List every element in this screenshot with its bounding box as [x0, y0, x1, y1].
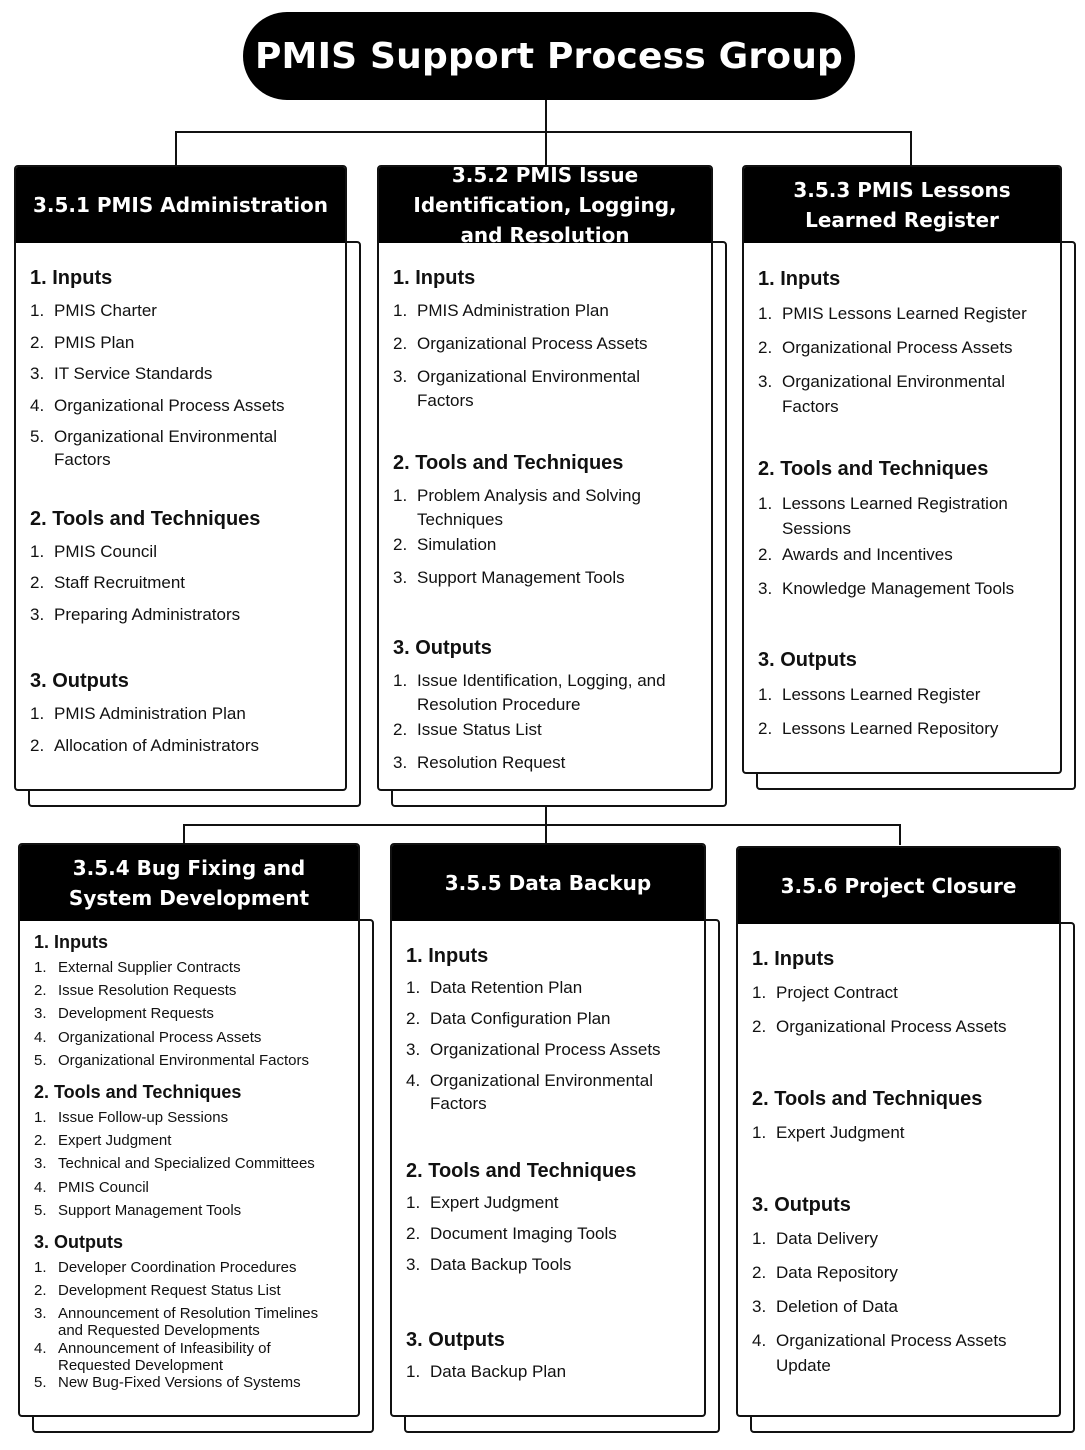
- list-item-text: Development Request Status List: [58, 1282, 281, 1300]
- list-item-number: 1.: [752, 983, 767, 1002]
- list-item: [758, 369, 1046, 419]
- section-title: 2. Tools and Techniques: [758, 458, 989, 481]
- list-item-text: Data Repository: [776, 1263, 898, 1282]
- list-item-number: 1.: [406, 1192, 421, 1212]
- item-list: [393, 669, 697, 784]
- card-frame: [390, 843, 706, 1417]
- list-item: [30, 734, 331, 766]
- section-tools-and-techniques: [758, 453, 1046, 609]
- list-item-number: 1.: [758, 304, 773, 323]
- list-item-text: Deletion of Data: [776, 1297, 898, 1316]
- list-item: [758, 716, 1046, 750]
- item-list: [758, 301, 1046, 419]
- list-item-text: Organizational Process Assets: [58, 1028, 262, 1046]
- process-heading: 3.5.5 Data Backup: [392, 845, 704, 921]
- list-item-text: Organizational Process Assets: [430, 1040, 661, 1059]
- list-item-text: Organizational Environmental Factors: [58, 1051, 309, 1069]
- list-item-number: 1.: [393, 485, 408, 505]
- list-item-text: Data Configuration Plan: [430, 1009, 611, 1028]
- card-body: [738, 924, 1059, 1378]
- list-item: [758, 542, 1046, 576]
- list-item: [752, 1328, 1045, 1378]
- item-list: [752, 980, 1045, 1048]
- section-outputs: [34, 1231, 344, 1397]
- section-title: 2. Tools and Techniques: [393, 451, 624, 474]
- list-item-text: New Bug-Fixed Versions of Systems: [58, 1373, 301, 1391]
- section-inputs: [406, 941, 690, 1116]
- list-item-text: Organizational Process Assets: [776, 1017, 1007, 1036]
- list-item: [34, 1179, 344, 1202]
- section-title: 2. Tools and Techniques: [34, 1081, 242, 1102]
- list-item-number: 2.: [30, 573, 45, 593]
- list-item-number: 3.: [393, 367, 408, 386]
- list-item-text: Data Delivery: [776, 1229, 879, 1248]
- list-item-number: 4.: [406, 1071, 421, 1090]
- list-item-number: 3.: [393, 752, 408, 772]
- section-outputs: [406, 1325, 690, 1392]
- list-item-text: Support Management Tools: [417, 567, 625, 587]
- item-list: [30, 702, 331, 765]
- list-item-text: Data Backup Tools: [430, 1254, 572, 1274]
- list-item-number: 2.: [406, 1223, 421, 1243]
- list-item-number: 1.: [406, 978, 421, 997]
- list-item-text: Development Requests: [58, 1005, 214, 1023]
- list-item-text: PMIS Charter: [54, 301, 157, 320]
- list-item-text: Lessons Learned Register: [782, 684, 981, 704]
- list-item-text: Issue Follow-up Sessions: [58, 1108, 229, 1126]
- process-card-3-5-3: [742, 165, 1076, 790]
- list-item-text: Problem Analysis and Solving Techniques: [417, 485, 641, 530]
- list-item: [752, 1294, 1045, 1328]
- list-item: [758, 301, 1046, 335]
- process-heading: 3.5.4 Bug Fixing and System Development: [20, 845, 358, 921]
- item-list: [758, 682, 1046, 750]
- item-list: [758, 491, 1046, 609]
- list-item: [34, 1282, 344, 1305]
- list-item-text: Support Management Tools: [58, 1201, 242, 1219]
- list-item-number: 1.: [758, 494, 773, 514]
- card-frame: [14, 165, 347, 791]
- list-item: [406, 1192, 690, 1223]
- section-tools-and-techniques: [752, 1084, 1045, 1154]
- list-item: [406, 1070, 690, 1116]
- list-item: [393, 484, 697, 533]
- list-item-number: 1.: [30, 541, 45, 561]
- list-item-text: PMIS Council: [54, 541, 157, 561]
- list-item: [34, 1305, 344, 1339]
- list-item: [752, 1014, 1045, 1048]
- section-title: 3. Outputs: [752, 1194, 851, 1216]
- list-item-text: PMIS Administration Plan: [54, 704, 246, 724]
- section-inputs: [758, 263, 1046, 419]
- list-item: [393, 718, 697, 751]
- list-item-number: 3.: [406, 1254, 421, 1274]
- section-title: 3. Outputs: [406, 1328, 505, 1351]
- card-body: [392, 921, 704, 1392]
- list-item-text: Technical and Specialized Committees: [58, 1155, 315, 1173]
- list-item: [758, 491, 1046, 541]
- item-list: [34, 959, 344, 1075]
- section-title: 1. Inputs: [34, 932, 109, 952]
- item-list: [406, 1192, 690, 1285]
- section-title: 3. Outputs: [393, 636, 492, 659]
- list-item-text: Data Backup Plan: [430, 1361, 567, 1381]
- list-item-number: 2.: [34, 1132, 47, 1150]
- list-item-text: Announcement of Resolution Timelines and Requested Developments: [58, 1305, 319, 1340]
- list-item-number: 3.: [30, 364, 45, 383]
- list-item-text: PMIS Lessons Learned Register: [782, 304, 1027, 323]
- list-item-number: 1.: [393, 301, 408, 320]
- list-item: [34, 1340, 344, 1374]
- list-item-number: 3.: [34, 1155, 47, 1173]
- list-item-text: Allocation of Administrators: [54, 735, 260, 755]
- list-item-text: Knowledge Management Tools: [782, 578, 1015, 598]
- process-heading: 3.5.2 PMIS Issue Identification, Logging, and Resolution: [379, 167, 711, 243]
- connector-line: [176, 132, 911, 166]
- section-title: 3. Outputs: [34, 1231, 123, 1252]
- list-item-number: 1.: [393, 670, 408, 690]
- list-item: [752, 1226, 1045, 1260]
- list-item: [752, 1120, 1045, 1154]
- list-item-number: 2.: [393, 719, 408, 739]
- list-item-text: Expert Judgment: [776, 1123, 905, 1142]
- list-item: [393, 751, 697, 784]
- section-inputs: [30, 263, 331, 472]
- list-item-number: 1.: [758, 684, 773, 704]
- list-item: [393, 299, 697, 332]
- list-item: [752, 980, 1045, 1014]
- list-item-text: Issue Identification, Logging, and Resolution Procedure: [417, 670, 666, 715]
- process-card-3-5-4: [18, 843, 374, 1433]
- list-item: [406, 1008, 690, 1039]
- list-item-number: 1.: [34, 959, 47, 976]
- process-heading: 3.5.3 PMIS Lessons Learned Register: [744, 167, 1060, 243]
- section-title: 2. Tools and Techniques: [30, 507, 261, 530]
- section-title: 1. Inputs: [406, 945, 489, 967]
- list-item: [34, 1374, 344, 1397]
- list-item: [30, 571, 331, 603]
- list-item: [30, 603, 331, 635]
- list-item-number: 2.: [752, 1017, 767, 1036]
- list-item-number: 2.: [30, 735, 45, 755]
- list-item-text: IT Service Standards: [54, 364, 213, 383]
- list-item: [34, 982, 344, 1005]
- list-item-number: 5.: [34, 1201, 47, 1219]
- list-item-text: Organizational Environmental Factors: [417, 367, 641, 411]
- list-item-number: 1.: [30, 704, 45, 724]
- list-item-number: 2.: [30, 332, 45, 352]
- list-item-text: Project Contract: [776, 983, 898, 1002]
- list-item: [393, 566, 697, 599]
- list-item-number: 4.: [34, 1028, 47, 1046]
- diagram-title: PMIS Support Process Group: [243, 12, 855, 100]
- list-item: [758, 335, 1046, 369]
- list-item: [393, 332, 697, 365]
- section-inputs: [393, 263, 697, 414]
- item-list: [752, 1226, 1045, 1378]
- section-title: 1. Inputs: [393, 267, 476, 289]
- list-item: [30, 299, 331, 331]
- list-item-text: Lessons Learned Registration Sessions: [782, 494, 1008, 539]
- list-item-number: 3.: [30, 604, 45, 624]
- card-frame: [736, 846, 1061, 1417]
- connector-line: [184, 825, 900, 845]
- list-item-number: 2.: [34, 982, 47, 1000]
- list-item-text: Awards and Incentives: [782, 544, 953, 564]
- list-item-text: Document Imaging Tools: [430, 1223, 617, 1243]
- list-item-text: Organizational Process Assets Update: [776, 1331, 1007, 1376]
- section-outputs: [393, 633, 697, 784]
- list-item-text: PMIS Council: [58, 1178, 149, 1196]
- list-item-number: 2.: [758, 544, 773, 564]
- list-item-number: 4.: [30, 395, 45, 415]
- list-item-text: Issue Resolution Requests: [58, 982, 237, 1000]
- process-card-3-5-5: [390, 843, 720, 1433]
- section-outputs: [758, 644, 1046, 750]
- list-item: [393, 365, 697, 414]
- item-list: [393, 299, 697, 414]
- list-item-number: 2.: [393, 534, 408, 554]
- list-item-number: 1.: [30, 301, 45, 320]
- list-item-number: 2.: [758, 338, 773, 357]
- section-tools-and-techniques: [393, 448, 697, 599]
- list-item: [30, 540, 331, 572]
- item-list: [34, 1259, 344, 1397]
- list-item-number: 3.: [34, 1305, 47, 1323]
- list-item: [30, 362, 331, 394]
- list-item-number: 2.: [752, 1263, 767, 1282]
- section-inputs: [34, 931, 344, 1075]
- card-frame: [377, 165, 713, 791]
- list-item: [34, 1155, 344, 1178]
- list-item: [34, 1132, 344, 1155]
- list-item-number: 3.: [34, 1005, 47, 1023]
- card-frame: [742, 165, 1062, 774]
- process-heading: 3.5.6 Project Closure: [738, 848, 1059, 924]
- list-item: [406, 1223, 690, 1254]
- section-title: 1. Inputs: [30, 267, 113, 289]
- list-item-text: Organizational Environmental Factors: [430, 1071, 654, 1113]
- list-item-number: 1.: [406, 1361, 421, 1381]
- list-item: [30, 425, 331, 472]
- list-item-text: PMIS Plan: [54, 332, 135, 352]
- section-tools-and-techniques: [406, 1156, 690, 1285]
- item-list: [406, 977, 690, 1116]
- list-item-number: 2.: [758, 718, 773, 738]
- list-item: [34, 959, 344, 982]
- list-item-text: Simulation: [417, 534, 497, 554]
- process-card-3-5-2: [377, 165, 727, 807]
- list-item: [406, 1254, 690, 1285]
- list-item-text: Expert Judgment: [58, 1132, 172, 1150]
- section-title: 1. Inputs: [758, 268, 841, 290]
- list-item-text: Organizational Process Assets: [54, 395, 285, 415]
- list-item: [30, 702, 331, 734]
- list-item-number: 1.: [34, 1108, 47, 1126]
- item-list: [406, 1361, 690, 1392]
- list-item: [34, 1259, 344, 1282]
- item-list: [34, 1109, 344, 1225]
- section-title: 1. Inputs: [752, 948, 835, 970]
- list-item-number: 2.: [406, 1009, 421, 1028]
- list-item: [34, 1005, 344, 1028]
- list-item-text: Announcement of Infeasibility of Requested Development: [58, 1339, 271, 1374]
- list-item: [758, 576, 1046, 610]
- section-inputs: [752, 944, 1045, 1048]
- list-item: [758, 682, 1046, 716]
- list-item-text: Issue Status List: [417, 719, 542, 739]
- item-list: [752, 1120, 1045, 1154]
- item-list: [393, 484, 697, 599]
- card-body: [16, 243, 345, 765]
- section-tools-and-techniques: [34, 1081, 344, 1225]
- list-item-number: 5.: [30, 427, 45, 446]
- list-item: [752, 1260, 1045, 1294]
- section-tools-and-techniques: [30, 504, 331, 635]
- list-item-number: 3.: [406, 1040, 421, 1059]
- list-item: [34, 1109, 344, 1132]
- list-item-text: Data Retention Plan: [430, 978, 583, 997]
- list-item-number: 3.: [752, 1297, 767, 1316]
- section-outputs: [752, 1190, 1045, 1378]
- list-item-text: Organizational Environmental Factors: [782, 372, 1006, 417]
- list-item-text: External Supplier Contracts: [58, 959, 241, 976]
- section-outputs: [30, 666, 331, 765]
- list-item: [406, 1039, 690, 1070]
- list-item-text: Organizational Process Assets: [417, 334, 648, 353]
- list-item: [30, 331, 331, 363]
- list-item: [406, 1361, 690, 1392]
- list-item: [406, 977, 690, 1008]
- list-item-number: 1.: [752, 1123, 767, 1142]
- section-title: 2. Tools and Techniques: [406, 1159, 637, 1182]
- list-item-text: Resolution Request: [417, 752, 566, 772]
- list-item-text: Staff Recruitment: [54, 573, 186, 593]
- process-card-3-5-1: [14, 165, 361, 807]
- item-list: [30, 540, 331, 635]
- section-title: 3. Outputs: [30, 670, 129, 693]
- list-item-number: 2.: [393, 334, 408, 353]
- list-item-number: 1.: [34, 1258, 47, 1276]
- process-card-3-5-6: [736, 846, 1075, 1433]
- card-body: [20, 921, 358, 1397]
- list-item-number: 5.: [34, 1051, 47, 1069]
- card-body: [744, 243, 1060, 750]
- section-title: 3. Outputs: [758, 648, 857, 671]
- list-item-number: 4.: [752, 1331, 767, 1350]
- list-item-number: 3.: [758, 372, 773, 391]
- list-item: [393, 669, 697, 718]
- card-body: [379, 243, 711, 784]
- list-item-number: 5.: [34, 1373, 47, 1391]
- list-item-text: Expert Judgment: [430, 1192, 559, 1212]
- process-heading: 3.5.1 PMIS Administration: [16, 167, 345, 243]
- list-item: [34, 1029, 344, 1052]
- list-item-number: 4.: [34, 1178, 47, 1196]
- list-item-number: 2.: [34, 1282, 47, 1300]
- section-title: 2. Tools and Techniques: [752, 1088, 983, 1110]
- list-item-text: Organizational Process Assets: [782, 338, 1013, 357]
- list-item: [30, 394, 331, 426]
- list-item-number: 3.: [393, 567, 408, 587]
- list-item: [34, 1052, 344, 1075]
- list-item-text: Developer Coordination Procedures: [58, 1258, 297, 1276]
- item-list: [30, 299, 331, 472]
- list-item-number: 4.: [34, 1339, 47, 1357]
- list-item: [34, 1202, 344, 1225]
- list-item-number: 1.: [752, 1229, 767, 1248]
- list-item-text: Preparing Administrators: [54, 604, 241, 624]
- list-item-text: Lessons Learned Repository: [782, 718, 999, 738]
- list-item: [393, 533, 697, 566]
- list-item-number: 3.: [758, 578, 773, 598]
- list-item-text: Organizational Environmental Factors: [54, 427, 278, 470]
- card-frame: [18, 843, 360, 1417]
- list-item-text: PMIS Administration Plan: [417, 301, 609, 320]
